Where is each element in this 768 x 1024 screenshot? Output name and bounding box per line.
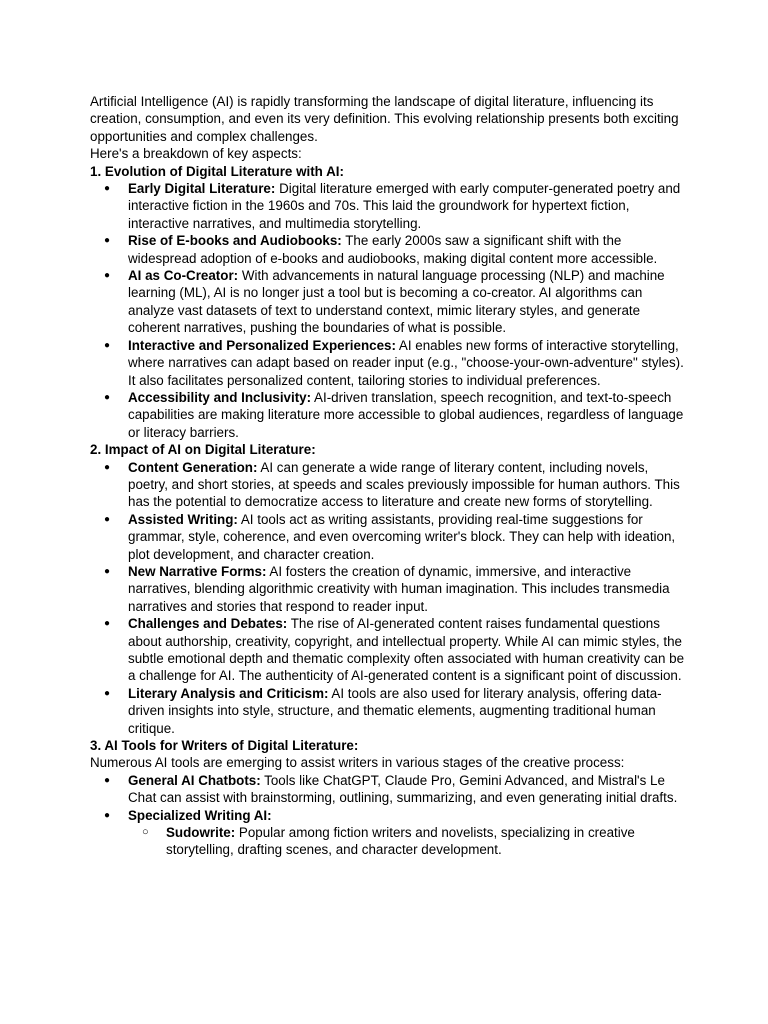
intro-breakdown-line: Here's a breakdown of key aspects: [90, 146, 302, 162]
sub-list-item [128, 824, 690, 859]
section-3-list [90, 772, 690, 859]
list-item-text: AI tools are also used for literary analysis, offering data-driven insights into style, structure, and thematic elements, augmenting traditional human critique. [128, 685, 662, 736]
list-item [90, 511, 690, 563]
list-item [90, 389, 690, 441]
list-item-text: Popular among fiction writers and novelists, specializing in creative storytelling, drafting scenes, and character development. [166, 825, 635, 858]
list-item-text: AI can generate a wide range of literary content, including novels, poetry, and short stories, at speeds and scales previously impossible for human authors. This has the potential to democratize access to literature and create new forms of storytelling. [128, 459, 680, 510]
list-item [90, 337, 690, 389]
section-2-list [90, 459, 690, 738]
list-item-text: AI-driven translation, speech recognition, and text-to-speech capabilities are making literature more accessible to global audiences, regardless of language or literacy barriers. [128, 389, 684, 440]
list-item-text: AI tools act as writing assistants, providing real-time suggestions for grammar, style, coherence, and even overcoming writer's block. They can help with ideation, plot development, and character creation. [128, 511, 676, 562]
list-item [90, 232, 690, 267]
list-item [90, 685, 690, 737]
sub-list [128, 824, 690, 859]
list-item [90, 459, 690, 511]
list-item-term: New Narrative Forms: [128, 563, 267, 579]
document-page [90, 93, 690, 859]
list-item [90, 267, 690, 337]
list-item-term: Specialized Writing AI: [128, 807, 272, 823]
list-item-text: Tools like ChatGPT, Claude Pro, Gemini Advanced, and Mistral's Le Chat can assist with brainstorming, outlining, summarizing, and even generating initial drafts. [128, 772, 678, 806]
section-2-heading: 2. Impact of AI on Digital Literature: [90, 442, 316, 458]
list-item [90, 772, 690, 807]
list-item-term: Literary Analysis and Criticism: [128, 685, 329, 701]
list-item [90, 180, 690, 232]
list-item-text: Digital literature emerged with early computer-generated poetry and interactive fiction in the 1960s and 70s. This laid the groundwork for hypertext fiction, interactive narratives, and multimedia storytelling. [128, 181, 681, 231]
list-item-text: The early 2000s saw a significant shift with the widespread adoption of e-books and audiobooks, making digital content more accessible. [128, 233, 658, 266]
list-item-term: Early Digital Literature: [128, 181, 276, 197]
list-item-text: AI enables new forms of interactive storytelling, where narratives can adapt based on reader input (e.g., "choose-your-own-adventure" styles). It also facilitates personalized content, tailoring stories to individual preferences. [128, 337, 684, 388]
list-item-term: AI as Co-Creator: [128, 268, 239, 284]
section-3-intro: Numerous AI tools are emerging to assist writers in various stages of the creative process: [90, 755, 625, 771]
list-item [90, 563, 690, 615]
list-item [90, 615, 690, 685]
list-item-term: Assisted Writing: [128, 511, 238, 527]
list-item-term: Sudowrite: [166, 825, 236, 841]
intro-paragraph: Artificial Intelligence (AI) is rapidly transforming the landscape of digital literature, influencing its creation, consumption, and even its very definition. This evolving relationship presents both exciting opportunities and complex challenges. [90, 94, 679, 144]
list-item-term: Interactive and Personalized Experiences: [128, 337, 396, 353]
list-item-text: With advancements in natural language processing (NLP) and machine learning (ML), AI is no longer just a tool but is becoming a co-creator. AI algorithms can analyze vast datasets of text to understand context, mimic literary styles, and generate coherent narratives, pushing the boundaries of what is possible. [128, 268, 665, 336]
list-item-text: AI fosters the creation of dynamic, immersive, and interactive narratives, blending algorithmic creativity with human imagination. This includes transmedia narratives and stories that respond to reader input. [128, 563, 670, 614]
list-item-term: Content Generation: [128, 459, 258, 475]
list-item-text: The rise of AI-generated content raises fundamental questions about authorship, creativity, copyright, and intellectual property. While AI can mimic styles, the subtle emotional depth and thematic complexity often associated with human creativity can be a challenge for AI. The authenticity of AI-generated content is a significant point of discussion. [128, 616, 685, 684]
list-item [90, 807, 690, 859]
list-item-term: Rise of E-books and Audiobooks: [128, 233, 342, 249]
section-3-heading: 3. AI Tools for Writers of Digital Literature: [90, 738, 359, 754]
section-1-list [90, 180, 690, 441]
section-1-heading: 1. Evolution of Digital Literature with AI: [90, 163, 344, 179]
list-item-term: General AI Chatbots: [128, 772, 261, 788]
list-item-term: Challenges and Debates: [128, 616, 288, 632]
list-item-term: Accessibility and Inclusivity: [128, 389, 312, 405]
